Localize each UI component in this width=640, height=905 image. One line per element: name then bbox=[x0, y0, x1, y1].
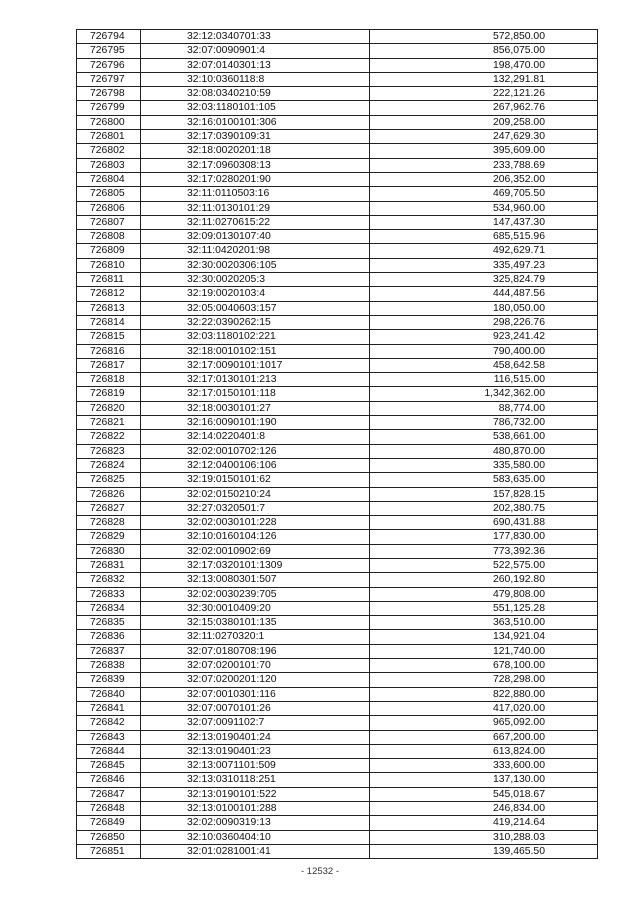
cadastral-number-cell: 32:07:0200201:120 bbox=[141, 673, 370, 687]
amount-cell: 310,288.03 bbox=[370, 830, 598, 844]
cadastral-number-cell: 32:02:0030239:705 bbox=[141, 587, 370, 601]
cadastral-number-cell: 32:13:0190401:23 bbox=[141, 744, 370, 758]
cadastral-number-cell: 32:13:0080301:507 bbox=[141, 573, 370, 587]
record-id-cell: 726840 bbox=[77, 687, 141, 701]
cadastral-number-cell: 32:12:0340701:33 bbox=[141, 30, 370, 44]
amount-cell: 419,214.64 bbox=[370, 816, 598, 830]
amount-cell: 492,629.71 bbox=[370, 244, 598, 258]
record-id-cell: 726822 bbox=[77, 430, 141, 444]
table-row bbox=[77, 30, 598, 44]
table-row bbox=[77, 802, 598, 816]
record-id-cell: 726827 bbox=[77, 501, 141, 515]
cadastral-number-cell: 32:10:0360404:10 bbox=[141, 830, 370, 844]
table-row bbox=[77, 130, 598, 144]
amount-cell: 685,515.96 bbox=[370, 230, 598, 244]
cadastral-number-cell: 32:17:0320101:1309 bbox=[141, 558, 370, 572]
amount-cell: 202,380.75 bbox=[370, 501, 598, 515]
amount-cell: 121,740.00 bbox=[370, 644, 598, 658]
cadastral-number-cell: 32:02:0090319:13 bbox=[141, 816, 370, 830]
table-row bbox=[77, 115, 598, 129]
table-row bbox=[77, 558, 598, 572]
table-row bbox=[77, 701, 598, 715]
amount-cell: 260,192.80 bbox=[370, 573, 598, 587]
amount-cell: 728,298.00 bbox=[370, 673, 598, 687]
amount-cell: 551,125.28 bbox=[370, 601, 598, 615]
cadastral-number-cell: 32:07:0070101:26 bbox=[141, 701, 370, 715]
cadastral-number-cell: 32:02:0030101:228 bbox=[141, 516, 370, 530]
amount-cell: 678,100.00 bbox=[370, 659, 598, 673]
cadastral-number-cell: 32:07:0200101:70 bbox=[141, 659, 370, 673]
table-row bbox=[77, 401, 598, 415]
amount-cell: 298,226.76 bbox=[370, 315, 598, 329]
cadastral-number-cell: 32:01:0281001:41 bbox=[141, 844, 370, 858]
table-row bbox=[77, 659, 598, 673]
table-row bbox=[77, 501, 598, 515]
table-row bbox=[77, 430, 598, 444]
amount-cell: 534,960.00 bbox=[370, 201, 598, 215]
record-id-cell: 726830 bbox=[77, 544, 141, 558]
table-row bbox=[77, 530, 598, 544]
amount-cell: 88,774.00 bbox=[370, 401, 598, 415]
cadastral-number-cell: 32:11:0110503:16 bbox=[141, 187, 370, 201]
amount-cell: 583,635.00 bbox=[370, 473, 598, 487]
cadastral-number-cell: 32:03:1180102:221 bbox=[141, 330, 370, 344]
record-id-cell: 726802 bbox=[77, 144, 141, 158]
cadastral-number-cell: 32:30:0020306:105 bbox=[141, 258, 370, 272]
table-row bbox=[77, 730, 598, 744]
table-row bbox=[77, 630, 598, 644]
table-row bbox=[77, 244, 598, 258]
record-id-cell: 726828 bbox=[77, 516, 141, 530]
table-row bbox=[77, 687, 598, 701]
amount-cell: 469,705.50 bbox=[370, 187, 598, 201]
amount-cell: 479,808.00 bbox=[370, 587, 598, 601]
cadastral-number-cell: 32:08:0340210:59 bbox=[141, 87, 370, 101]
amount-cell: 206,352.00 bbox=[370, 172, 598, 186]
table-row bbox=[77, 258, 598, 272]
amount-cell: 335,497.23 bbox=[370, 258, 598, 272]
cadastral-number-cell: 32:11:0270615:22 bbox=[141, 215, 370, 229]
cadastral-number-cell: 32:19:0150101:62 bbox=[141, 473, 370, 487]
record-id-cell: 726851 bbox=[77, 844, 141, 858]
table-row bbox=[77, 87, 598, 101]
table-row bbox=[77, 101, 598, 115]
amount-cell: 325,824.79 bbox=[370, 273, 598, 287]
cadastral-number-cell: 32:07:0091102:7 bbox=[141, 716, 370, 730]
record-id-cell: 726849 bbox=[77, 816, 141, 830]
amount-cell: 246,834.00 bbox=[370, 802, 598, 816]
amount-cell: 522,575.00 bbox=[370, 558, 598, 572]
table-row bbox=[77, 44, 598, 58]
cadastral-number-cell: 32:15:0380101:135 bbox=[141, 616, 370, 630]
table-row bbox=[77, 587, 598, 601]
table-row bbox=[77, 287, 598, 301]
cadastral-number-cell: 32:17:0090101:1017 bbox=[141, 358, 370, 372]
cadastral-number-cell: 32:02:0150210:24 bbox=[141, 487, 370, 501]
cadastral-number-cell: 32:17:0390109:31 bbox=[141, 130, 370, 144]
table-row bbox=[77, 444, 598, 458]
cadastral-number-cell: 32:11:0420201:98 bbox=[141, 244, 370, 258]
cadastral-number-cell: 32:11:0270320:1 bbox=[141, 630, 370, 644]
record-id-cell: 726805 bbox=[77, 187, 141, 201]
cadastral-number-cell: 32:19:0020103:4 bbox=[141, 287, 370, 301]
record-id-cell: 726800 bbox=[77, 115, 141, 129]
table-row bbox=[77, 616, 598, 630]
record-id-cell: 726838 bbox=[77, 659, 141, 673]
amount-cell: 177,830.00 bbox=[370, 530, 598, 544]
record-id-cell: 726811 bbox=[77, 273, 141, 287]
parcel-table bbox=[76, 29, 598, 859]
table-row bbox=[77, 387, 598, 401]
table-row bbox=[77, 330, 598, 344]
table-row bbox=[77, 816, 598, 830]
record-id-cell: 726833 bbox=[77, 587, 141, 601]
record-id-cell: 726820 bbox=[77, 401, 141, 415]
amount-cell: 132,291.81 bbox=[370, 72, 598, 86]
record-id-cell: 726798 bbox=[77, 87, 141, 101]
record-id-cell: 726841 bbox=[77, 701, 141, 715]
parcel-table-body bbox=[77, 30, 598, 859]
cadastral-number-cell: 32:10:0360118:8 bbox=[141, 72, 370, 86]
table-row bbox=[77, 187, 598, 201]
cadastral-number-cell: 32:22:0390262:15 bbox=[141, 315, 370, 329]
record-id-cell: 726823 bbox=[77, 444, 141, 458]
record-id-cell: 726843 bbox=[77, 730, 141, 744]
amount-cell: 209,258.00 bbox=[370, 115, 598, 129]
cadastral-number-cell: 32:07:0180708:196 bbox=[141, 644, 370, 658]
record-id-cell: 726848 bbox=[77, 802, 141, 816]
record-id-cell: 726806 bbox=[77, 201, 141, 215]
record-id-cell: 726817 bbox=[77, 358, 141, 372]
amount-cell: 458,642.58 bbox=[370, 358, 598, 372]
table-row bbox=[77, 544, 598, 558]
table-row bbox=[77, 716, 598, 730]
table-row bbox=[77, 201, 598, 215]
table-row bbox=[77, 230, 598, 244]
table-row bbox=[77, 273, 598, 287]
table-row bbox=[77, 373, 598, 387]
page-number: - 12532 - bbox=[300, 866, 340, 877]
amount-cell: 180,050.00 bbox=[370, 301, 598, 315]
table-row bbox=[77, 744, 598, 758]
record-id-cell: 726801 bbox=[77, 130, 141, 144]
record-id-cell: 726836 bbox=[77, 630, 141, 644]
amount-cell: 613,824.00 bbox=[370, 744, 598, 758]
cadastral-number-cell: 32:17:0960308:13 bbox=[141, 158, 370, 172]
cadastral-number-cell: 32:30:0020205:3 bbox=[141, 273, 370, 287]
record-id-cell: 726812 bbox=[77, 287, 141, 301]
table-row bbox=[77, 673, 598, 687]
record-id-cell: 726850 bbox=[77, 830, 141, 844]
cadastral-number-cell: 32:13:0310118:251 bbox=[141, 773, 370, 787]
record-id-cell: 726804 bbox=[77, 172, 141, 186]
record-id-cell: 726821 bbox=[77, 416, 141, 430]
amount-cell: 822,880.00 bbox=[370, 687, 598, 701]
table-row bbox=[77, 158, 598, 172]
cadastral-number-cell: 32:09:0130107:40 bbox=[141, 230, 370, 244]
table-row bbox=[77, 830, 598, 844]
record-id-cell: 726818 bbox=[77, 373, 141, 387]
record-id-cell: 726796 bbox=[77, 58, 141, 72]
table-row bbox=[77, 473, 598, 487]
table-row bbox=[77, 215, 598, 229]
amount-cell: 786,732.00 bbox=[370, 416, 598, 430]
record-id-cell: 726819 bbox=[77, 387, 141, 401]
record-id-cell: 726832 bbox=[77, 573, 141, 587]
amount-cell: 923,241.42 bbox=[370, 330, 598, 344]
cadastral-number-cell: 32:12:0400106:106 bbox=[141, 458, 370, 472]
table-row bbox=[77, 759, 598, 773]
record-id-cell: 726831 bbox=[77, 558, 141, 572]
cadastral-number-cell: 32:18:0020201:18 bbox=[141, 144, 370, 158]
record-id-cell: 726839 bbox=[77, 673, 141, 687]
amount-cell: 773,392.36 bbox=[370, 544, 598, 558]
amount-cell: 157,828.15 bbox=[370, 487, 598, 501]
amount-cell: 222,121.26 bbox=[370, 87, 598, 101]
table-row bbox=[77, 301, 598, 315]
amount-cell: 690,431.88 bbox=[370, 516, 598, 530]
table-row bbox=[77, 601, 598, 615]
cadastral-number-cell: 32:10:0160104:126 bbox=[141, 530, 370, 544]
record-id-cell: 726834 bbox=[77, 601, 141, 615]
record-id-cell: 726794 bbox=[77, 30, 141, 44]
record-id-cell: 726845 bbox=[77, 759, 141, 773]
amount-cell: 363,510.00 bbox=[370, 616, 598, 630]
record-id-cell: 726808 bbox=[77, 230, 141, 244]
cadastral-number-cell: 32:18:0030101:27 bbox=[141, 401, 370, 415]
cadastral-number-cell: 32:14:0220401:8 bbox=[141, 430, 370, 444]
amount-cell: 444,487.56 bbox=[370, 287, 598, 301]
amount-cell: 965,092.00 bbox=[370, 716, 598, 730]
amount-cell: 137,130.00 bbox=[370, 773, 598, 787]
table-row bbox=[77, 58, 598, 72]
record-id-cell: 726825 bbox=[77, 473, 141, 487]
cadastral-number-cell: 32:17:0150101:118 bbox=[141, 387, 370, 401]
cadastral-number-cell: 32:02:0010902:69 bbox=[141, 544, 370, 558]
cadastral-number-cell: 32:07:0090901:4 bbox=[141, 44, 370, 58]
amount-cell: 395,609.00 bbox=[370, 144, 598, 158]
amount-cell: 116,515.00 bbox=[370, 373, 598, 387]
amount-cell: 233,788.69 bbox=[370, 158, 598, 172]
record-id-cell: 726824 bbox=[77, 458, 141, 472]
table-row bbox=[77, 487, 598, 501]
cadastral-number-cell: 32:17:0280201:90 bbox=[141, 172, 370, 186]
table-row bbox=[77, 644, 598, 658]
amount-cell: 333,600.00 bbox=[370, 759, 598, 773]
record-id-cell: 726847 bbox=[77, 787, 141, 801]
record-id-cell: 726815 bbox=[77, 330, 141, 344]
record-id-cell: 726807 bbox=[77, 215, 141, 229]
cadastral-number-cell: 32:07:0010301:116 bbox=[141, 687, 370, 701]
cadastral-number-cell: 32:02:0010702:126 bbox=[141, 444, 370, 458]
record-id-cell: 726826 bbox=[77, 487, 141, 501]
record-id-cell: 726837 bbox=[77, 644, 141, 658]
record-id-cell: 726844 bbox=[77, 744, 141, 758]
amount-cell: 480,870.00 bbox=[370, 444, 598, 458]
cadastral-number-cell: 32:05:0040603:157 bbox=[141, 301, 370, 315]
cadastral-number-cell: 32:07:0140301:13 bbox=[141, 58, 370, 72]
table-row bbox=[77, 773, 598, 787]
cadastral-number-cell: 32:13:0190401:24 bbox=[141, 730, 370, 744]
amount-cell: 856,075.00 bbox=[370, 44, 598, 58]
table-row bbox=[77, 315, 598, 329]
amount-cell: 545,018.67 bbox=[370, 787, 598, 801]
cadastral-number-cell: 32:13:0100101:288 bbox=[141, 802, 370, 816]
record-id-cell: 726846 bbox=[77, 773, 141, 787]
cadastral-number-cell: 32:17:0130101:213 bbox=[141, 373, 370, 387]
amount-cell: 572,850.00 bbox=[370, 30, 598, 44]
record-id-cell: 726829 bbox=[77, 530, 141, 544]
amount-cell: 247,629.30 bbox=[370, 130, 598, 144]
cadastral-number-cell: 32:03:1180101:105 bbox=[141, 101, 370, 115]
amount-cell: 139,465.50 bbox=[370, 844, 598, 858]
record-id-cell: 726810 bbox=[77, 258, 141, 272]
cadastral-number-cell: 32:16:0090101:190 bbox=[141, 416, 370, 430]
table-row bbox=[77, 516, 598, 530]
cadastral-number-cell: 32:13:0190101:522 bbox=[141, 787, 370, 801]
record-id-cell: 726814 bbox=[77, 315, 141, 329]
cadastral-number-cell: 32:11:0130101:29 bbox=[141, 201, 370, 215]
table-row bbox=[77, 416, 598, 430]
amount-cell: 1,342,362.00 bbox=[370, 387, 598, 401]
record-id-cell: 726816 bbox=[77, 344, 141, 358]
record-id-cell: 726813 bbox=[77, 301, 141, 315]
record-id-cell: 726797 bbox=[77, 72, 141, 86]
parcel-table-container bbox=[76, 29, 597, 859]
table-row bbox=[77, 458, 598, 472]
table-row bbox=[77, 144, 598, 158]
cadastral-number-cell: 32:30:0010409:20 bbox=[141, 601, 370, 615]
amount-cell: 134,921.04 bbox=[370, 630, 598, 644]
amount-cell: 667,200.00 bbox=[370, 730, 598, 744]
table-row bbox=[77, 72, 598, 86]
cadastral-number-cell: 32:13:0071101:509 bbox=[141, 759, 370, 773]
table-row bbox=[77, 787, 598, 801]
table-row bbox=[77, 358, 598, 372]
table-row bbox=[77, 844, 598, 858]
record-id-cell: 726835 bbox=[77, 616, 141, 630]
record-id-cell: 726842 bbox=[77, 716, 141, 730]
amount-cell: 417,020.00 bbox=[370, 701, 598, 715]
amount-cell: 267,962.76 bbox=[370, 101, 598, 115]
table-row bbox=[77, 172, 598, 186]
table-row bbox=[77, 344, 598, 358]
amount-cell: 147,437.30 bbox=[370, 215, 598, 229]
cadastral-number-cell: 32:18:0010102:151 bbox=[141, 344, 370, 358]
amount-cell: 538,661.00 bbox=[370, 430, 598, 444]
record-id-cell: 726803 bbox=[77, 158, 141, 172]
record-id-cell: 726795 bbox=[77, 44, 141, 58]
amount-cell: 198,470.00 bbox=[370, 58, 598, 72]
table-row bbox=[77, 573, 598, 587]
cadastral-number-cell: 32:27:0320501:7 bbox=[141, 501, 370, 515]
amount-cell: 790,400.00 bbox=[370, 344, 598, 358]
cadastral-number-cell: 32:16:0100101:306 bbox=[141, 115, 370, 129]
record-id-cell: 726799 bbox=[77, 101, 141, 115]
amount-cell: 335,580.00 bbox=[370, 458, 598, 472]
record-id-cell: 726809 bbox=[77, 244, 141, 258]
